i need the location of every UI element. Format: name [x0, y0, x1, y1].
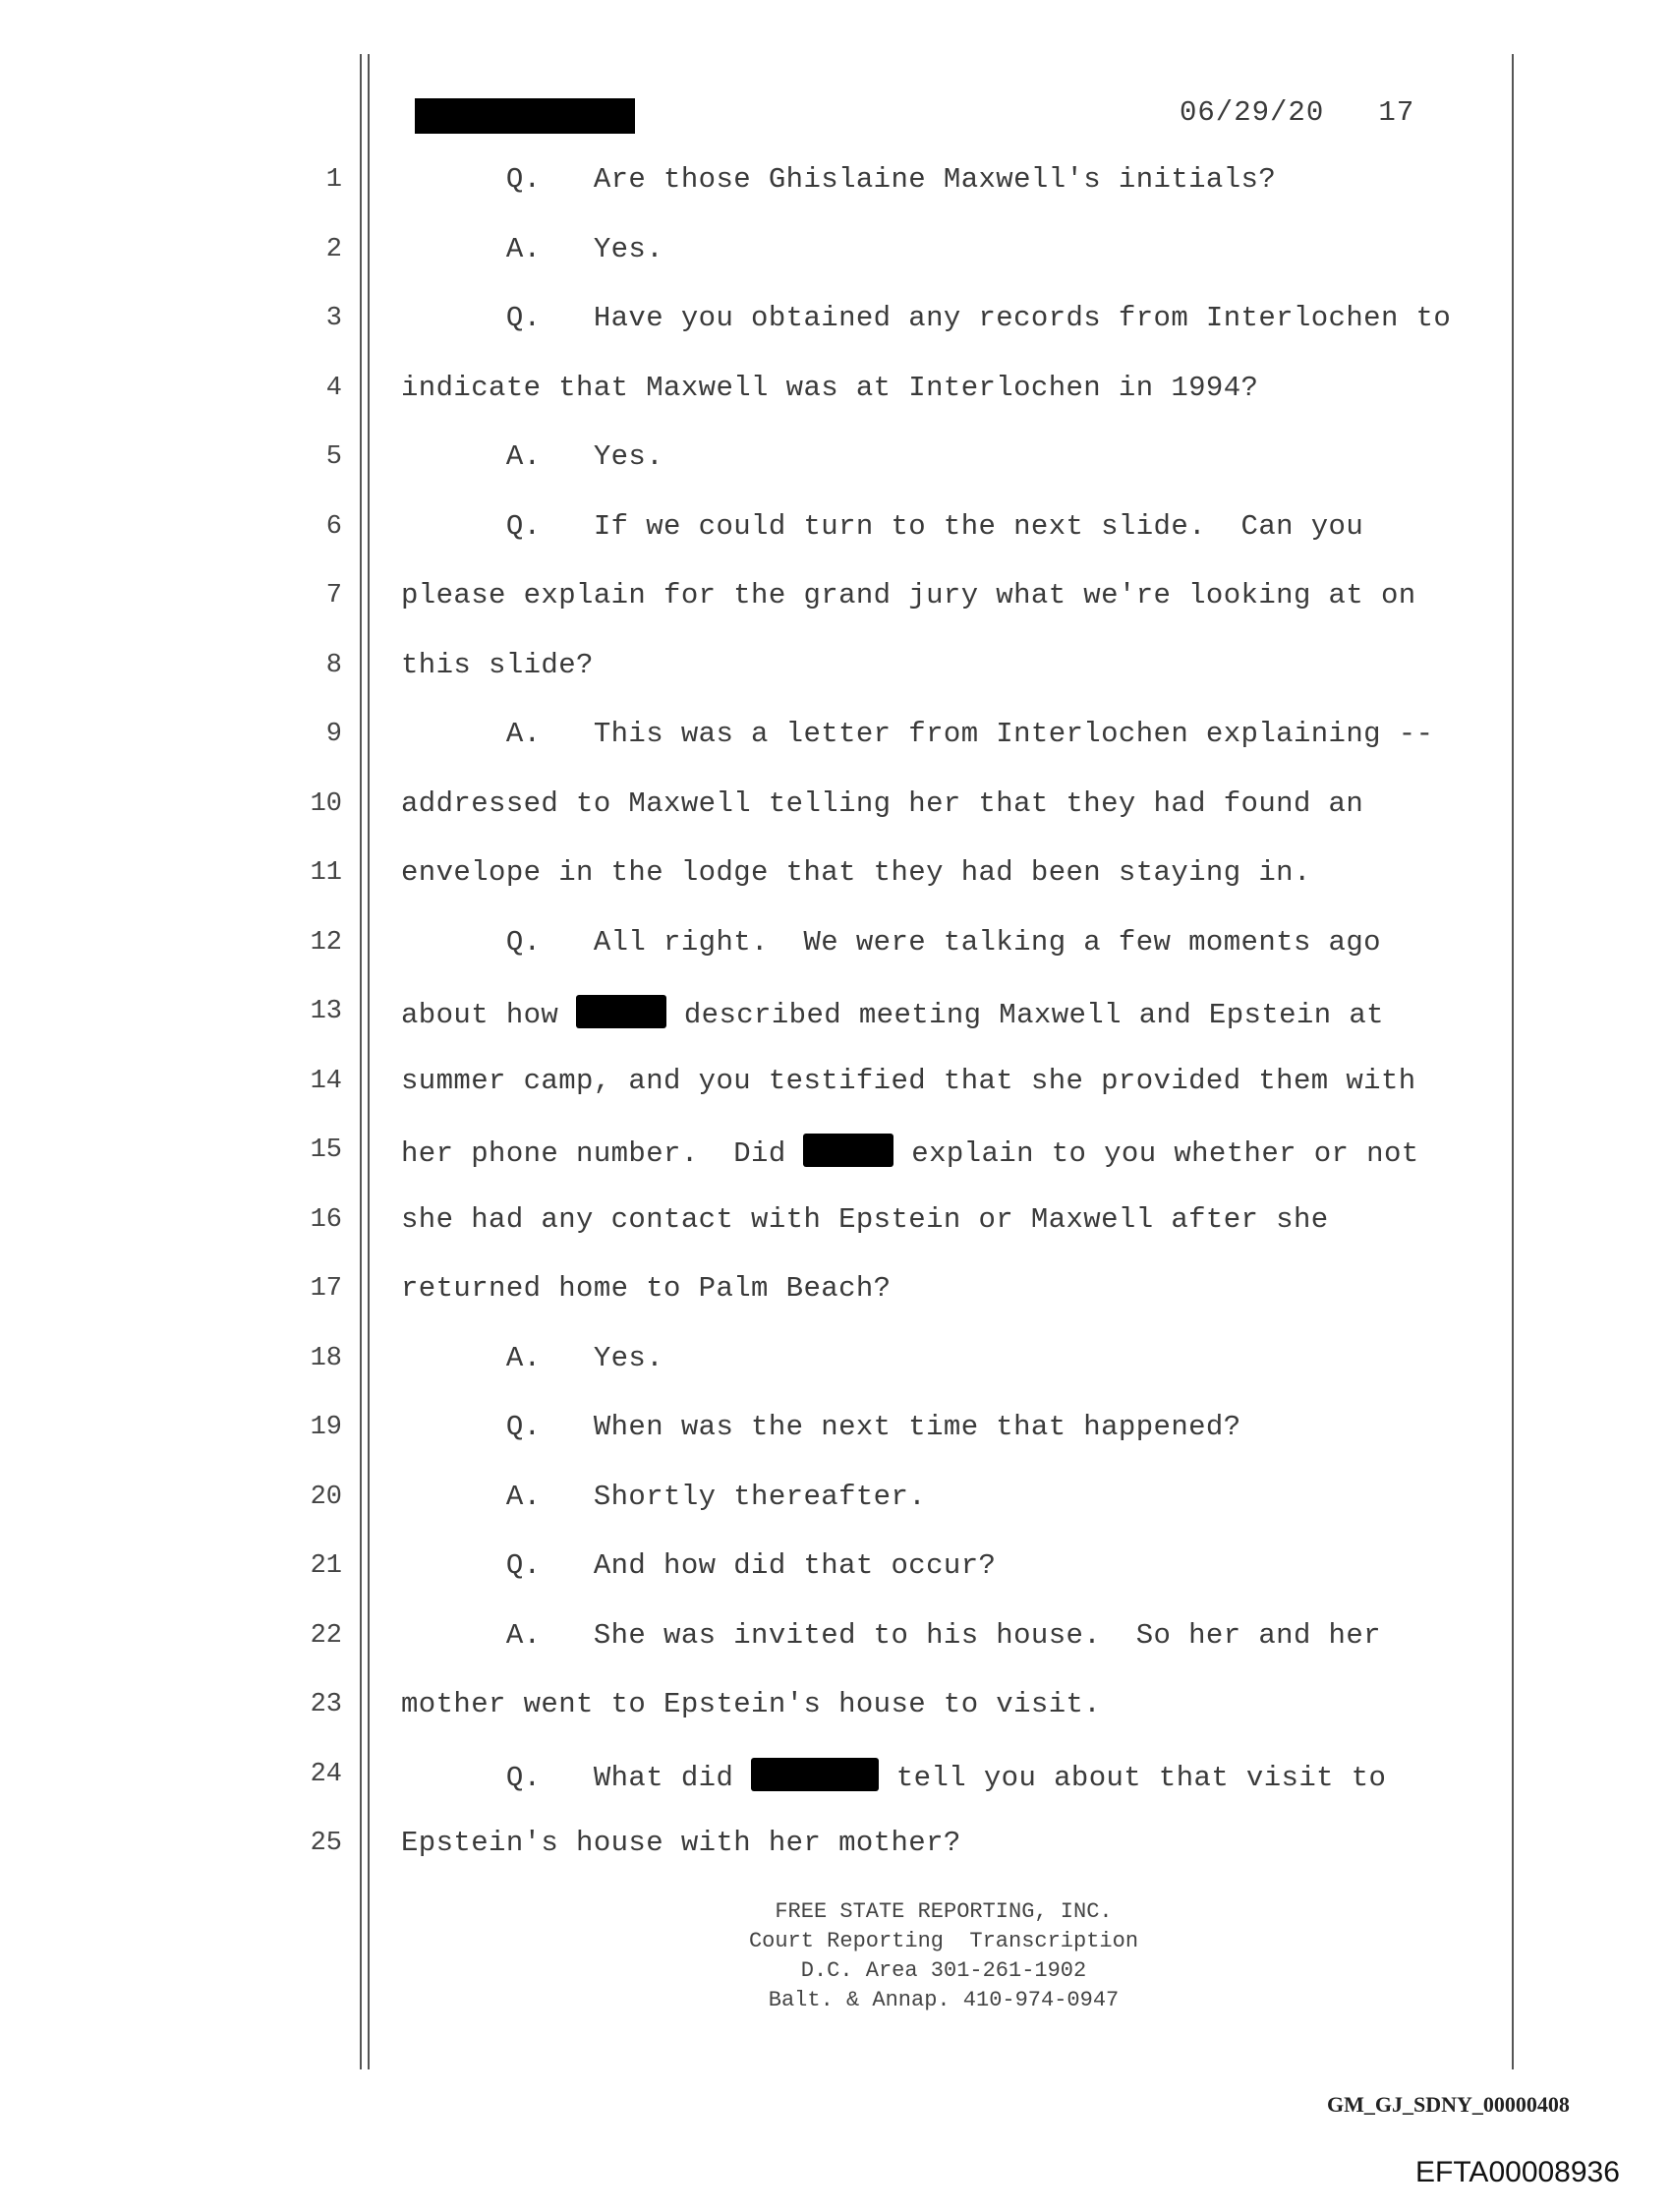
line-text-segment: A. Yes. — [401, 1341, 664, 1374]
line-text-segment: she had any contact with Epstein or Maxwell after she — [401, 1202, 1329, 1236]
line-text — [401, 372, 1258, 404]
line-text-segment: Q. When was the next time that happened? — [401, 1411, 1241, 1443]
line-text — [401, 1619, 1381, 1652]
line-text-segment: Q. Are those Ghislaine Maxwell's initials? — [401, 163, 1277, 196]
line-text — [401, 1827, 961, 1859]
redaction-block — [576, 995, 666, 1028]
margin-rule-right — [1512, 54, 1514, 2069]
line-number: 10 — [310, 788, 342, 819]
line-number: 5 — [325, 442, 342, 472]
margin-rule-left-outer — [360, 54, 362, 2069]
line-text-segment: described meeting Maxwell and Epstein at — [666, 999, 1384, 1031]
line-text — [401, 233, 663, 265]
line-number: 23 — [310, 1690, 342, 1719]
line-number: 25 — [310, 1829, 342, 1858]
reporter-footer — [688, 1897, 1199, 2015]
line-text-segment: Q. All right. We were talking a few moments ago — [401, 925, 1381, 959]
footer-dc-phone: D.C. Area 301-261-1902 — [800, 1958, 1087, 1983]
footer-service: Court Reporting Transcription — [748, 1929, 1139, 1953]
line-text-segment: Q. What did — [401, 1761, 752, 1794]
bates-number: GM_GJ_SDNY_00000408 — [1327, 2092, 1570, 2117]
header-date-page: 06/29/20 17 — [1180, 96, 1415, 129]
line-text — [401, 1758, 1386, 1794]
line-number: 4 — [325, 373, 342, 403]
line-text — [401, 856, 1311, 889]
line-text-segment: about how — [401, 999, 577, 1031]
line-text — [401, 1549, 996, 1582]
line-number: 7 — [325, 581, 342, 611]
line-number: 9 — [325, 720, 342, 749]
line-text-segment: Q. If we could turn to the next slide. Can you — [401, 509, 1364, 543]
line-text-segment: Q. Have you obtained any records from Interlochen to — [401, 302, 1452, 334]
line-number: 22 — [310, 1620, 342, 1651]
line-text — [401, 302, 1451, 334]
line-number: 21 — [310, 1551, 342, 1581]
line-text — [401, 440, 663, 473]
line-text — [401, 1203, 1329, 1236]
line-text — [401, 1342, 663, 1374]
line-number: 24 — [310, 1759, 342, 1789]
line-text-segment: her phone number. Did — [401, 1137, 804, 1170]
line-text-segment: tell you about that visit to — [879, 1761, 1387, 1794]
line-number: 17 — [310, 1274, 342, 1304]
line-number: 3 — [325, 304, 342, 333]
line-text-segment: addressed to Maxwell telling her that they had found an — [401, 786, 1364, 820]
redaction-block — [751, 1758, 879, 1791]
footer-company: FREE STATE REPORTING, INC. — [775, 1899, 1113, 1924]
line-text-segment: mother went to Epstein's house to visit. — [401, 1688, 1102, 1720]
line-number: 19 — [310, 1413, 342, 1442]
line-number: 20 — [310, 1482, 342, 1512]
line-text — [401, 1411, 1241, 1443]
line-number: 16 — [310, 1204, 342, 1235]
footer-balt-phone: Balt. & Annap. 410-974-0947 — [768, 1988, 1120, 2012]
line-text-segment: A. Yes. — [401, 440, 664, 473]
line-text-segment: summer camp, and you testified that she provided them with — [401, 1064, 1416, 1097]
line-text-segment: A. She was invited to his house. So her and her — [401, 1618, 1381, 1652]
line-number: 2 — [325, 234, 342, 264]
line-number: 12 — [310, 927, 342, 958]
line-text-segment: this slide? — [401, 648, 594, 681]
line-text-segment: Q. And how did that occur? — [401, 1549, 997, 1582]
line-text-segment: A. Yes. — [401, 232, 664, 265]
line-text — [401, 1134, 1419, 1170]
line-text-segment: envelope in the lodge that they had been staying in. — [401, 856, 1311, 889]
efta-number: EFTA00008936 — [1415, 2156, 1620, 2188]
line-number: 1 — [325, 165, 342, 195]
line-text-segment: Epstein's house with her mother? — [401, 1827, 961, 1859]
line-text — [401, 926, 1381, 959]
line-text — [401, 649, 594, 681]
line-text — [401, 1688, 1101, 1720]
line-number: 14 — [310, 1066, 342, 1096]
line-number: 13 — [310, 997, 342, 1026]
line-text — [401, 995, 1384, 1031]
line-text-segment: A. Shortly thereafter. — [401, 1480, 927, 1513]
line-text-segment: A. This was a letter from Interlochen explaining -- — [401, 718, 1434, 750]
line-text-segment: explain to you whether or not — [893, 1137, 1419, 1170]
line-text-segment: returned home to Palm Beach? — [401, 1272, 892, 1305]
line-number: 8 — [325, 650, 342, 680]
line-text-segment: indicate that Maxwell was at Interlochen in 1994? — [401, 371, 1259, 404]
line-text — [401, 1481, 926, 1513]
line-number: 18 — [310, 1343, 342, 1373]
redaction-block — [803, 1134, 893, 1167]
margin-rule-left-inner — [368, 54, 370, 2069]
line-text — [401, 787, 1363, 820]
line-number: 6 — [325, 511, 342, 542]
header-redaction — [415, 98, 635, 134]
line-text — [401, 163, 1276, 196]
line-text-segment: please explain for the grand jury what we're looking at on — [401, 579, 1416, 611]
line-text — [401, 579, 1416, 611]
line-text — [401, 718, 1433, 750]
line-text — [401, 1272, 891, 1305]
line-text — [401, 510, 1363, 543]
line-number: 15 — [310, 1135, 342, 1165]
line-text — [401, 1065, 1416, 1097]
line-number: 11 — [310, 858, 342, 888]
